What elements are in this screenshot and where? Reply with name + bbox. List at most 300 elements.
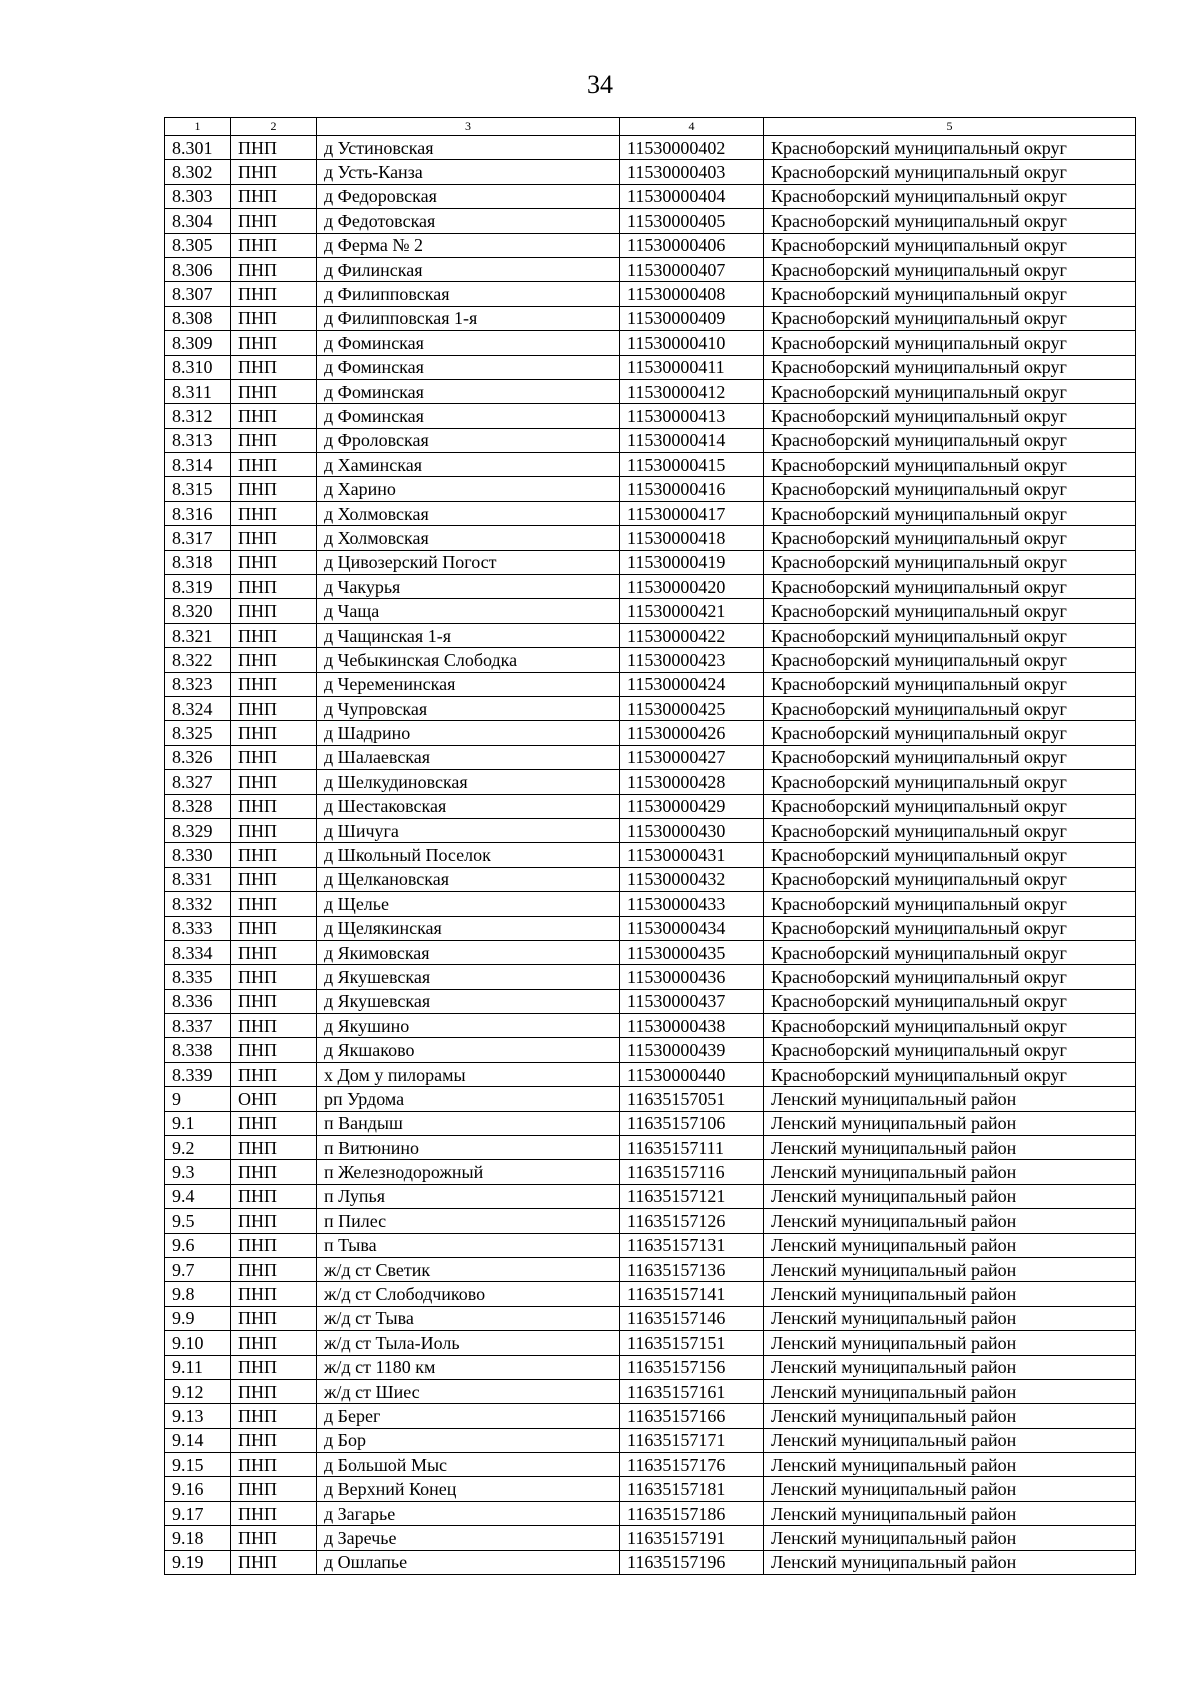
settlements-table	[164, 117, 1136, 1575]
row-number-cell: 8.322	[165, 648, 231, 672]
row-number-cell: 8.302	[165, 160, 231, 184]
table-row	[165, 1428, 1136, 1452]
settlement-type-cell: ПНП	[231, 1111, 317, 1135]
settlement-type-cell: ПНП	[231, 209, 317, 233]
table-row	[165, 818, 1136, 842]
settlement-type-cell: ПНП	[231, 1404, 317, 1428]
settlement-type-cell: ПНП	[231, 867, 317, 891]
municipality-cell: Красноборский муниципальный округ	[764, 745, 1136, 769]
settlement-type-cell: ПНП	[231, 1453, 317, 1477]
row-number-cell: 8.330	[165, 843, 231, 867]
table-row	[165, 672, 1136, 696]
oktmo-code-cell: 11530000420	[620, 575, 764, 599]
page-number: 34	[587, 70, 613, 99]
municipality-cell: Красноборский муниципальный округ	[764, 623, 1136, 647]
row-number-cell: 8.338	[165, 1038, 231, 1062]
municipality-cell: Ленский муниципальный район	[764, 1087, 1136, 1111]
oktmo-code-cell: 11530000436	[620, 965, 764, 989]
row-number-cell: 8.310	[165, 355, 231, 379]
settlement-type-cell: ПНП	[231, 184, 317, 208]
table-row	[165, 428, 1136, 452]
settlement-name-cell: д Шичуга	[317, 818, 620, 842]
table-row	[165, 1257, 1136, 1281]
table-row	[165, 794, 1136, 818]
settlement-name-cell: ж/д ст Светик	[317, 1257, 620, 1281]
settlement-type-cell: ПНП	[231, 306, 317, 330]
settlement-type-cell: ПНП	[231, 526, 317, 550]
table-row	[165, 843, 1136, 867]
settlement-type-cell: ПНП	[231, 843, 317, 867]
settlement-type-cell: ПНП	[231, 355, 317, 379]
municipality-cell: Красноборский муниципальный округ	[764, 282, 1136, 306]
settlement-type-cell: ПНП	[231, 672, 317, 696]
oktmo-code-cell: 11530000422	[620, 623, 764, 647]
settlement-type-cell: ПНП	[231, 501, 317, 525]
settlement-name-cell: д Щелякинская	[317, 916, 620, 940]
municipality-cell: Красноборский муниципальный округ	[764, 331, 1136, 355]
row-number-cell: 8.317	[165, 526, 231, 550]
table-row	[165, 623, 1136, 647]
settlement-name-cell: ж/д ст Тыла-Иоль	[317, 1331, 620, 1355]
settlement-type-cell: ПНП	[231, 575, 317, 599]
settlement-type-cell: ПНП	[231, 648, 317, 672]
municipality-cell: Красноборский муниципальный округ	[764, 989, 1136, 1013]
settlement-name-cell: д Федотовская	[317, 209, 620, 233]
municipality-cell: Красноборский муниципальный округ	[764, 501, 1136, 525]
settlement-name-cell: д Хаминская	[317, 453, 620, 477]
table-row	[165, 184, 1136, 208]
table-row	[165, 1014, 1136, 1038]
municipality-cell: Красноборский муниципальный округ	[764, 477, 1136, 501]
row-number-cell: 8.328	[165, 794, 231, 818]
row-number-cell: 9.18	[165, 1526, 231, 1550]
row-number-cell: 9.16	[165, 1477, 231, 1501]
municipality-cell: Красноборский муниципальный округ	[764, 136, 1136, 160]
settlement-type-cell: ПНП	[231, 965, 317, 989]
table-row	[165, 257, 1136, 281]
oktmo-code-cell: 11635157151	[620, 1331, 764, 1355]
settlement-name-cell: д Якшаково	[317, 1038, 620, 1062]
settlement-name-cell: ж/д ст 1180 км	[317, 1355, 620, 1379]
settlement-type-cell: ПНП	[231, 331, 317, 355]
settlement-name-cell: п Витюнино	[317, 1136, 620, 1160]
oktmo-code-cell: 11530000424	[620, 672, 764, 696]
oktmo-code-cell: 11530000405	[620, 209, 764, 233]
table-row	[165, 892, 1136, 916]
municipality-cell: Красноборский муниципальный округ	[764, 526, 1136, 550]
municipality-cell: Ленский муниципальный район	[764, 1428, 1136, 1452]
oktmo-code-cell: 11530000407	[620, 257, 764, 281]
municipality-cell: Ленский муниципальный район	[764, 1184, 1136, 1208]
oktmo-code-cell: 11635157126	[620, 1209, 764, 1233]
table-row	[165, 477, 1136, 501]
settlement-type-cell: ПНП	[231, 1062, 317, 1086]
settlement-type-cell: ПНП	[231, 721, 317, 745]
settlement-name-cell: д Шестаковская	[317, 794, 620, 818]
row-number-cell: 8.315	[165, 477, 231, 501]
settlement-name-cell: д Холмовская	[317, 501, 620, 525]
table-body	[165, 136, 1136, 1575]
municipality-cell: Ленский муниципальный район	[764, 1111, 1136, 1135]
table-row	[165, 1477, 1136, 1501]
settlement-name-cell: д Устиновская	[317, 136, 620, 160]
header-cell-col4: 4	[620, 118, 764, 136]
oktmo-code-cell: 11530000403	[620, 160, 764, 184]
header-cell-col2: 2	[231, 118, 317, 136]
settlement-name-cell: д Фоминская	[317, 404, 620, 428]
settlement-name-cell: д Ошлапье	[317, 1550, 620, 1574]
settlement-type-cell: ПНП	[231, 989, 317, 1013]
settlement-name-cell: рп Урдома	[317, 1087, 620, 1111]
oktmo-code-cell: 11635157146	[620, 1306, 764, 1330]
oktmo-code-cell: 11635157116	[620, 1160, 764, 1184]
settlement-type-cell: ПНП	[231, 453, 317, 477]
municipality-cell: Красноборский муниципальный округ	[764, 1038, 1136, 1062]
table-row	[165, 965, 1136, 989]
oktmo-code-cell: 11635157181	[620, 1477, 764, 1501]
oktmo-code-cell: 11530000402	[620, 136, 764, 160]
row-number-cell: 8.325	[165, 721, 231, 745]
oktmo-code-cell: 11530000418	[620, 526, 764, 550]
table-row	[165, 1160, 1136, 1184]
municipality-cell: Ленский муниципальный район	[764, 1379, 1136, 1403]
table-row	[165, 1355, 1136, 1379]
row-number-cell: 8.321	[165, 623, 231, 647]
settlement-type-cell: ПНП	[231, 1331, 317, 1355]
oktmo-code-cell: 11530000413	[620, 404, 764, 428]
settlement-name-cell: д Цивозерский Погост	[317, 550, 620, 574]
row-number-cell: 8.301	[165, 136, 231, 160]
municipality-cell: Ленский муниципальный район	[764, 1233, 1136, 1257]
table-row	[165, 306, 1136, 330]
settlement-name-cell: д Загарье	[317, 1501, 620, 1525]
settlement-name-cell: д Холмовская	[317, 526, 620, 550]
settlement-name-cell: д Якимовская	[317, 940, 620, 964]
row-number-cell: 8.306	[165, 257, 231, 281]
municipality-cell: Красноборский муниципальный округ	[764, 453, 1136, 477]
table-row	[165, 940, 1136, 964]
settlement-type-cell: ПНП	[231, 257, 317, 281]
table-row	[165, 1526, 1136, 1550]
oktmo-code-cell: 11530000439	[620, 1038, 764, 1062]
settlement-type-cell: ПНП	[231, 282, 317, 306]
oktmo-code-cell: 11530000431	[620, 843, 764, 867]
row-number-cell: 8.329	[165, 818, 231, 842]
settlement-name-cell: д Берег	[317, 1404, 620, 1428]
settlement-type-cell: ПНП	[231, 1477, 317, 1501]
table-row	[165, 1282, 1136, 1306]
settlement-type-cell: ОНП	[231, 1087, 317, 1111]
row-number-cell: 8.312	[165, 404, 231, 428]
municipality-cell: Красноборский муниципальный округ	[764, 257, 1136, 281]
settlement-type-cell: ПНП	[231, 1306, 317, 1330]
table-row	[165, 526, 1136, 550]
oktmo-code-cell: 11530000412	[620, 379, 764, 403]
row-number-cell: 9	[165, 1087, 231, 1111]
municipality-cell: Красноборский муниципальный округ	[764, 892, 1136, 916]
settlement-type-cell: ПНП	[231, 379, 317, 403]
table-row	[165, 550, 1136, 574]
row-number-cell: 9.3	[165, 1160, 231, 1184]
municipality-cell: Красноборский муниципальный округ	[764, 770, 1136, 794]
settlement-name-cell: д Якушевская	[317, 965, 620, 989]
oktmo-code-cell: 11635157051	[620, 1087, 764, 1111]
municipality-cell: Ленский муниципальный район	[764, 1136, 1136, 1160]
municipality-cell: Красноборский муниципальный округ	[764, 379, 1136, 403]
row-number-cell: 8.313	[165, 428, 231, 452]
settlement-name-cell: д Большой Мыс	[317, 1453, 620, 1477]
settlement-type-cell: ПНП	[231, 892, 317, 916]
settlement-name-cell: ж/д ст Слободчиково	[317, 1282, 620, 1306]
municipality-cell: Красноборский муниципальный округ	[764, 599, 1136, 623]
municipality-cell: Красноборский муниципальный округ	[764, 306, 1136, 330]
municipality-cell: Ленский муниципальный район	[764, 1404, 1136, 1428]
settlement-name-cell: ж/д ст Шиес	[317, 1379, 620, 1403]
row-number-cell: 9.1	[165, 1111, 231, 1135]
oktmo-code-cell: 11635157196	[620, 1550, 764, 1574]
oktmo-code-cell: 11635157186	[620, 1501, 764, 1525]
municipality-cell: Красноборский муниципальный округ	[764, 1014, 1136, 1038]
row-number-cell: 8.308	[165, 306, 231, 330]
settlement-name-cell: д Фоминская	[317, 331, 620, 355]
row-number-cell: 8.331	[165, 867, 231, 891]
row-number-cell: 8.305	[165, 233, 231, 257]
row-number-cell: 8.339	[165, 1062, 231, 1086]
settlement-type-cell: ПНП	[231, 477, 317, 501]
table-row	[165, 696, 1136, 720]
oktmo-code-cell: 11635157141	[620, 1282, 764, 1306]
header-cell-col5: 5	[764, 118, 1136, 136]
table-row	[165, 989, 1136, 1013]
table-row	[165, 160, 1136, 184]
row-number-cell: 8.303	[165, 184, 231, 208]
municipality-cell: Красноборский муниципальный округ	[764, 965, 1136, 989]
municipality-cell: Ленский муниципальный район	[764, 1355, 1136, 1379]
table-row	[165, 136, 1136, 160]
settlement-name-cell: д Усть-Канза	[317, 160, 620, 184]
settlement-type-cell: ПНП	[231, 794, 317, 818]
oktmo-code-cell: 11635157131	[620, 1233, 764, 1257]
municipality-cell: Красноборский муниципальный округ	[764, 648, 1136, 672]
municipality-cell: Ленский муниципальный район	[764, 1209, 1136, 1233]
municipality-cell: Красноборский муниципальный округ	[764, 818, 1136, 842]
oktmo-code-cell: 11530000434	[620, 916, 764, 940]
municipality-cell: Красноборский муниципальный округ	[764, 696, 1136, 720]
municipality-cell: Ленский муниципальный район	[764, 1257, 1136, 1281]
row-number-cell: 9.14	[165, 1428, 231, 1452]
settlement-name-cell: д Фоминская	[317, 379, 620, 403]
settlement-type-cell: ПНП	[231, 1209, 317, 1233]
oktmo-code-cell: 11530000414	[620, 428, 764, 452]
row-number-cell: 8.337	[165, 1014, 231, 1038]
municipality-cell: Красноборский муниципальный округ	[764, 575, 1136, 599]
municipality-cell: Ленский муниципальный район	[764, 1477, 1136, 1501]
row-number-cell: 9.2	[165, 1136, 231, 1160]
row-number-cell: 8.334	[165, 940, 231, 964]
oktmo-code-cell: 11635157136	[620, 1257, 764, 1281]
settlement-name-cell: п Лупья	[317, 1184, 620, 1208]
settlement-type-cell: ПНП	[231, 1257, 317, 1281]
row-number-cell: 8.323	[165, 672, 231, 696]
table-row	[165, 575, 1136, 599]
municipality-cell: Ленский муниципальный район	[764, 1331, 1136, 1355]
oktmo-code-cell: 11530000408	[620, 282, 764, 306]
oktmo-code-cell: 11530000429	[620, 794, 764, 818]
municipality-cell: Ленский муниципальный район	[764, 1306, 1136, 1330]
table-row	[165, 1233, 1136, 1257]
header-cell-col1: 1	[165, 118, 231, 136]
settlement-type-cell: ПНП	[231, 1233, 317, 1257]
oktmo-code-cell: 11530000417	[620, 501, 764, 525]
settlement-name-cell: д Чащинская 1-я	[317, 623, 620, 647]
table-row	[165, 1379, 1136, 1403]
settlement-name-cell: д Верхний Конец	[317, 1477, 620, 1501]
table-row	[165, 501, 1136, 525]
municipality-cell: Красноборский муниципальный округ	[764, 721, 1136, 745]
header-row	[165, 118, 1136, 136]
settlement-name-cell: д Шалаевская	[317, 745, 620, 769]
row-number-cell: 9.10	[165, 1331, 231, 1355]
settlement-type-cell: ПНП	[231, 818, 317, 842]
municipality-cell: Красноборский муниципальный округ	[764, 233, 1136, 257]
settlement-type-cell: ПНП	[231, 1136, 317, 1160]
settlement-name-cell: д Шелкудиновская	[317, 770, 620, 794]
municipality-cell: Красноборский муниципальный округ	[764, 404, 1136, 428]
row-number-cell: 8.316	[165, 501, 231, 525]
table-row	[165, 1501, 1136, 1525]
municipality-cell: Красноборский муниципальный округ	[764, 940, 1136, 964]
municipality-cell: Красноборский муниципальный округ	[764, 184, 1136, 208]
settlement-type-cell: ПНП	[231, 696, 317, 720]
settlement-type-cell: ПНП	[231, 745, 317, 769]
oktmo-code-cell: 11530000411	[620, 355, 764, 379]
row-number-cell: 9.19	[165, 1550, 231, 1574]
row-number-cell: 9.11	[165, 1355, 231, 1379]
table-row	[165, 453, 1136, 477]
table-row	[165, 1136, 1136, 1160]
table-row	[165, 282, 1136, 306]
oktmo-code-cell: 11530000409	[620, 306, 764, 330]
settlement-name-cell: д Филипповская	[317, 282, 620, 306]
row-number-cell: 8.335	[165, 965, 231, 989]
table-row	[165, 745, 1136, 769]
settlement-type-cell: ПНП	[231, 1501, 317, 1525]
municipality-cell: Красноборский муниципальный округ	[764, 160, 1136, 184]
settlement-name-cell: д Федоровская	[317, 184, 620, 208]
row-number-cell: 9.13	[165, 1404, 231, 1428]
settlement-type-cell: ПНП	[231, 1160, 317, 1184]
oktmo-code-cell: 11530000438	[620, 1014, 764, 1038]
row-number-cell: 8.333	[165, 916, 231, 940]
table-row	[165, 1550, 1136, 1574]
row-number-cell: 8.336	[165, 989, 231, 1013]
settlement-name-cell: д Ферма № 2	[317, 233, 620, 257]
oktmo-code-cell: 11530000416	[620, 477, 764, 501]
municipality-cell: Ленский муниципальный район	[764, 1550, 1136, 1574]
settlement-name-cell: д Бор	[317, 1428, 620, 1452]
row-number-cell: 9.4	[165, 1184, 231, 1208]
settlement-type-cell: ПНП	[231, 233, 317, 257]
oktmo-code-cell: 11530000404	[620, 184, 764, 208]
oktmo-code-cell: 11635157171	[620, 1428, 764, 1452]
settlement-name-cell: д Заречье	[317, 1526, 620, 1550]
oktmo-code-cell: 11635157121	[620, 1184, 764, 1208]
settlement-name-cell: д Щелье	[317, 892, 620, 916]
oktmo-code-cell: 11530000427	[620, 745, 764, 769]
settlement-type-cell: ПНП	[231, 940, 317, 964]
table-row	[165, 721, 1136, 745]
table-row	[165, 1453, 1136, 1477]
settlement-type-cell: ПНП	[231, 1428, 317, 1452]
settlement-name-cell: д Чебыкинская Слободка	[317, 648, 620, 672]
settlement-name-cell: д Харино	[317, 477, 620, 501]
settlement-type-cell: ПНП	[231, 428, 317, 452]
settlement-name-cell: д Школьный Поселок	[317, 843, 620, 867]
settlement-type-cell: ПНП	[231, 136, 317, 160]
table-row	[165, 355, 1136, 379]
settlement-type-cell: ПНП	[231, 1014, 317, 1038]
table-row	[165, 1306, 1136, 1330]
settlement-name-cell: д Фроловская	[317, 428, 620, 452]
settlement-name-cell: х Дом у пилорамы	[317, 1062, 620, 1086]
municipality-cell: Красноборский муниципальный округ	[764, 355, 1136, 379]
settlement-name-cell: д Череменинская	[317, 672, 620, 696]
settlement-name-cell: п Пилес	[317, 1209, 620, 1233]
row-number-cell: 9.7	[165, 1257, 231, 1281]
table-row	[165, 233, 1136, 257]
settlement-name-cell: д Филипповская 1-я	[317, 306, 620, 330]
settlement-name-cell: ж/д ст Тыва	[317, 1306, 620, 1330]
settlement-name-cell: д Филинская	[317, 257, 620, 281]
row-number-cell: 9.15	[165, 1453, 231, 1477]
settlement-name-cell: д Чупровская	[317, 696, 620, 720]
municipality-cell: Красноборский муниципальный округ	[764, 550, 1136, 574]
table-row	[165, 1209, 1136, 1233]
settlement-name-cell: д Щелкановская	[317, 867, 620, 891]
table-row	[165, 916, 1136, 940]
oktmo-code-cell: 11530000440	[620, 1062, 764, 1086]
settlement-type-cell: ПНП	[231, 1184, 317, 1208]
header-cell-col3: 3	[317, 118, 620, 136]
settlement-name-cell: д Фоминская	[317, 355, 620, 379]
row-number-cell: 9.12	[165, 1379, 231, 1403]
row-number-cell: 9.17	[165, 1501, 231, 1525]
municipality-cell: Красноборский муниципальный округ	[764, 428, 1136, 452]
settlement-name-cell: д Чакурья	[317, 575, 620, 599]
municipality-cell: Ленский муниципальный район	[764, 1453, 1136, 1477]
settlement-type-cell: ПНП	[231, 770, 317, 794]
municipality-cell: Ленский муниципальный район	[764, 1526, 1136, 1550]
settlement-name-cell: д Шадрино	[317, 721, 620, 745]
settlement-name-cell: п Вандыш	[317, 1111, 620, 1135]
oktmo-code-cell: 11530000428	[620, 770, 764, 794]
oktmo-code-cell: 11635157191	[620, 1526, 764, 1550]
settlement-type-cell: ПНП	[231, 599, 317, 623]
row-number-cell: 8.319	[165, 575, 231, 599]
oktmo-code-cell: 11635157156	[620, 1355, 764, 1379]
row-number-cell: 9.9	[165, 1306, 231, 1330]
table-row	[165, 1331, 1136, 1355]
oktmo-code-cell: 11635157161	[620, 1379, 764, 1403]
settlement-name-cell: д Якушино	[317, 1014, 620, 1038]
settlement-name-cell: п Железнодорожный	[317, 1160, 620, 1184]
row-number-cell: 8.304	[165, 209, 231, 233]
table-row	[165, 1111, 1136, 1135]
oktmo-code-cell: 11530000421	[620, 599, 764, 623]
oktmo-code-cell: 11530000432	[620, 867, 764, 891]
oktmo-code-cell: 11530000437	[620, 989, 764, 1013]
row-number-cell: 8.318	[165, 550, 231, 574]
